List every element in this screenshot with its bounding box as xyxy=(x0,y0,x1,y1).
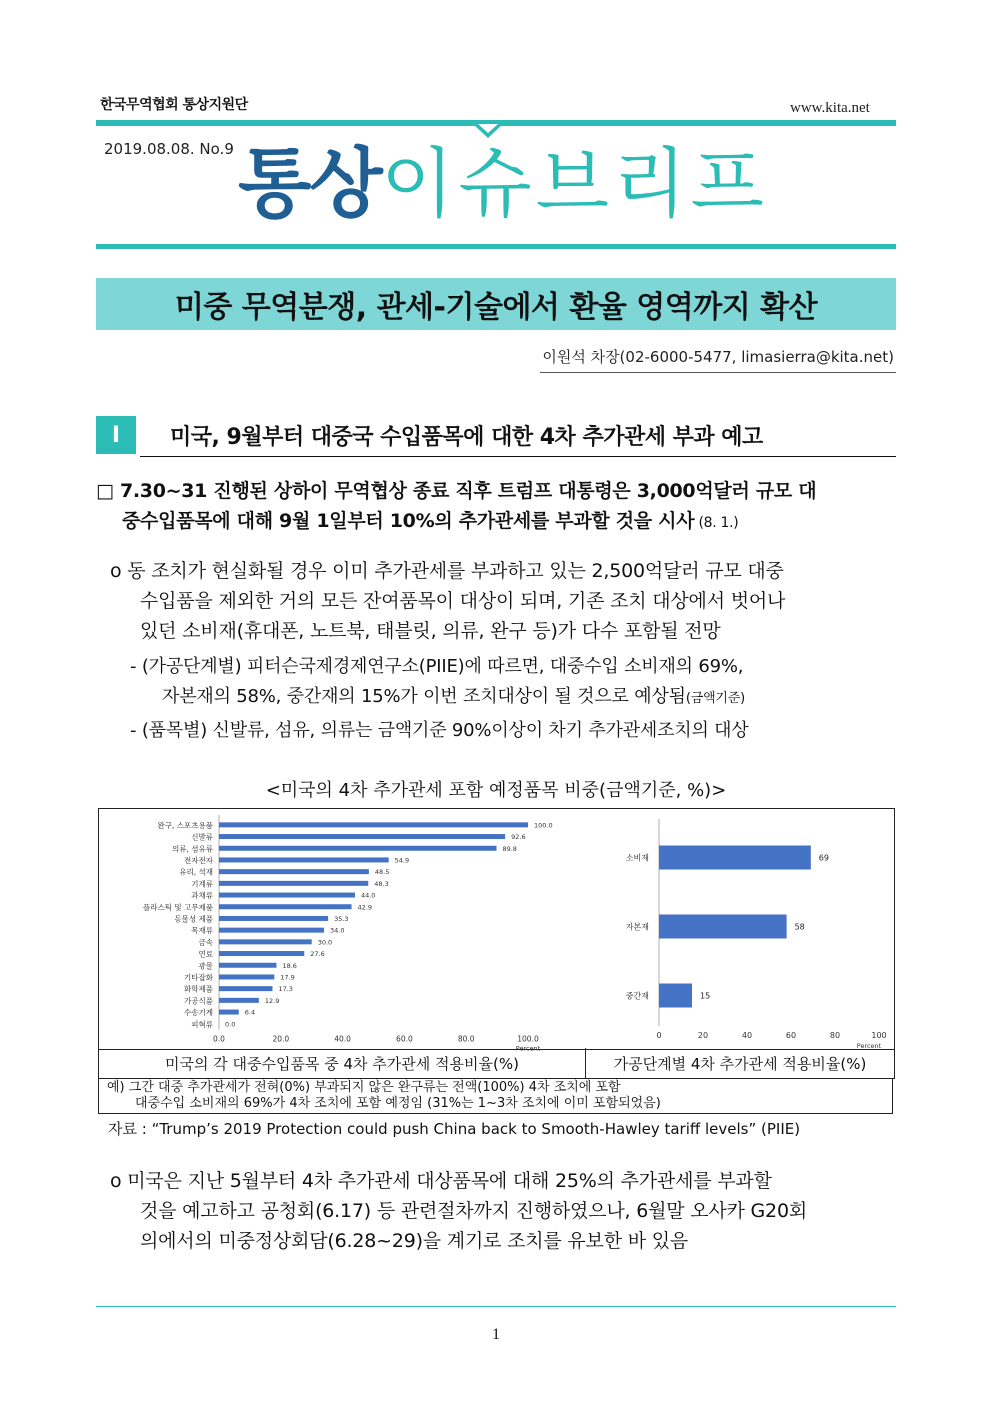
bar xyxy=(659,984,692,1008)
data-label: 6.4 xyxy=(244,1008,256,1017)
category-label: 기계류 xyxy=(191,879,213,889)
category-label: 기타잡화 xyxy=(184,972,213,982)
bar xyxy=(219,846,496,851)
bar xyxy=(219,974,274,979)
tick-label: 20 xyxy=(697,1031,709,1040)
data-label: 92.6 xyxy=(511,833,526,842)
tick-label: 80 xyxy=(829,1031,841,1040)
category-label: 광물 xyxy=(198,961,213,971)
bar xyxy=(219,822,528,827)
tick-label: 100.0 xyxy=(517,1034,539,1044)
tick-label: 40 xyxy=(741,1031,753,1040)
category-label: 동물성 제품 xyxy=(174,914,213,924)
data-label: 18.6 xyxy=(282,961,297,970)
category-label: 중간재 xyxy=(625,991,649,1001)
paragraph-1: o 동 조치가 현실화될 경우 이미 추가관세를 부과하고 있는 2,500억달러 규모 대중 수입품을 제외한 거의 모든 잔여품목이 대상이 되며, 기존 조치 대상에서 벗어나 있던 소비재(휴대폰, 노트북, 태블릿, 의류, 완구 등)가 다수 포함될 전망 xyxy=(110,560,786,642)
bar xyxy=(659,846,811,870)
chart-caption-left: 미국의 각 대중수입품목 중 4차 추가관세 적용비율(%) xyxy=(99,1048,586,1078)
tick-label: 60 xyxy=(785,1031,797,1040)
chart-area xyxy=(98,808,895,1053)
tick-label: 80.0 xyxy=(457,1034,475,1044)
footer-rule xyxy=(96,1306,896,1307)
data-label: 34.0 xyxy=(330,926,345,935)
dash-item-2: - (품목별) 신발류, 섬유, 의류는 금액기준 90%이상이 차기 추가관세조치의 대상 xyxy=(130,720,749,741)
category-label: 목재류 xyxy=(191,926,213,936)
masthead xyxy=(238,139,768,228)
data-label: 30.0 xyxy=(317,938,333,947)
bar xyxy=(219,1010,239,1015)
category-label: 소비재 xyxy=(625,853,649,863)
category-label: 유리, 석재 xyxy=(179,867,213,877)
category-label: 자본재 xyxy=(625,922,649,932)
data-label: 58 xyxy=(794,922,805,932)
tick-label: 0.0 xyxy=(213,1034,225,1044)
data-label: 89.8 xyxy=(502,844,517,853)
page-number: 1 xyxy=(492,1326,500,1343)
bar xyxy=(219,869,369,874)
issue-date: 2019.08.08. No.9 xyxy=(104,140,234,158)
x-axis-label: Percent xyxy=(515,1044,541,1053)
bar xyxy=(219,857,389,862)
tick-label: 20.0 xyxy=(272,1034,290,1044)
category-label: 가공식품 xyxy=(184,996,213,1006)
category-label: 피혁류 xyxy=(191,1019,213,1029)
paragraph-2: o 미국은 지난 5월부터 4차 추가관세 대상품목에 대해 25%의 추가관세를 부과할 것을 예고하고 공청회(6.17) 등 관련절차까지 진행하였으나, 6월말 오사카 G20회 의에서의 미중정상회담(6.28~29)을 계기로 조치를 유보한 바 있음 xyxy=(110,1170,807,1252)
chart-stages xyxy=(574,809,894,1050)
bar xyxy=(219,881,368,886)
document-title: 미중 무역분쟁, 관세-기술에서 환율 영역까지 확산 xyxy=(96,278,896,330)
bar xyxy=(219,916,328,921)
bar xyxy=(219,986,272,991)
category-label: 금속 xyxy=(198,937,213,947)
section-number: Ⅰ xyxy=(96,416,136,454)
figure-source: 자료 : “Trump’s 2019 Protection could push China back to Smooth-Hawley tariff levels” (PIIE) xyxy=(108,1120,801,1138)
bar xyxy=(219,998,259,1003)
bar xyxy=(219,963,276,968)
data-label: 0.0 xyxy=(225,1020,236,1029)
data-label: 100.0 xyxy=(534,821,553,830)
masthead-part-b: 이슈브리프 xyxy=(380,139,768,228)
data-label: 44.0 xyxy=(360,891,376,900)
tick-label: 60.0 xyxy=(396,1034,413,1044)
chart-caption-row xyxy=(98,1048,895,1079)
bar xyxy=(219,893,355,898)
data-label: 35.3 xyxy=(334,914,349,923)
data-label: 54.9 xyxy=(394,856,410,865)
category-label: 완구, 스포츠용품 xyxy=(157,820,213,830)
data-label: 17.9 xyxy=(280,973,295,982)
category-label: 의류, 섬유류 xyxy=(172,844,213,854)
tick-label: 0 xyxy=(656,1031,662,1040)
x-axis-label: Percent xyxy=(856,1042,882,1050)
website-url[interactable]: www.kita.net xyxy=(790,100,870,116)
bar xyxy=(219,928,324,933)
data-label: 42.9 xyxy=(357,903,373,912)
author-line: 이원석 차장(02-6000-5477, limasierra@kita.net) xyxy=(542,348,894,366)
category-label: 과채류 xyxy=(191,891,213,901)
figure-note: 예) 그간 대중 추가관세가 전혀(0%) 부과되지 않은 완구류는 전액(100%) 4차 조치에 포함 대중수입 소비재의 69%가 4차 조치에 포함 예정임 (31%는 1~3차 조치에 이미 포함되었음) xyxy=(98,1078,893,1114)
data-label: 69 xyxy=(818,853,829,863)
main-bullet: □ 7.30~31 진행된 상하이 무역협상 종료 직후 트럼프 대통령은 3,000억달러 규모 대 중수입품목에 대해 9월 1일부터 10%의 추가관세를 부과할 것을 시사 (8. 1.) xyxy=(96,480,817,532)
masthead-rule xyxy=(96,244,896,249)
tick-label: 40.0 xyxy=(334,1034,351,1044)
category-label: 신발류 xyxy=(191,832,213,842)
data-label: 17.3 xyxy=(278,985,293,994)
data-label: 27.6 xyxy=(310,950,325,959)
chart-items xyxy=(99,809,569,1053)
organization-name: 한국무역협회 통상지원단 xyxy=(100,97,248,113)
data-label: 48.3 xyxy=(374,879,389,888)
bar xyxy=(219,834,505,839)
data-label: 48.5 xyxy=(374,868,390,877)
figure-caption: <미국의 4차 추가관세 포함 예정품목 비중(금액기준, %)> xyxy=(265,780,727,801)
bar xyxy=(219,904,352,909)
bar xyxy=(219,939,312,944)
data-label: 15 xyxy=(700,991,711,1001)
section-rule xyxy=(140,456,896,457)
category-label: 전자전자 xyxy=(184,855,213,865)
category-label: 연료 xyxy=(198,949,213,959)
chart-caption-right: 가공단계별 4차 추가관세 적용비율(%) xyxy=(613,1054,867,1073)
dash-item-1: - (가공단계별) 피터슨국제경제연구소(PIIE)에 따르면, 대중수입 소비재의 69%, 자본재의 58%, 중간재의 15%가 이번 조치대상이 될 것으로 예상됨(금액기준) xyxy=(130,656,746,707)
data-label: 12.9 xyxy=(264,996,280,1005)
masthead-part-a: 통상 xyxy=(238,139,381,228)
tick-label: 100 xyxy=(871,1031,887,1040)
category-label: 수송기계 xyxy=(184,1008,213,1018)
category-label: 플라스틱 및 고무제품 xyxy=(143,902,213,912)
bar xyxy=(219,951,304,956)
category-label: 화학제품 xyxy=(184,984,213,994)
bar xyxy=(659,915,787,939)
section-title: 미국, 9월부터 대중국 수입품목에 대한 4차 추가관세 부과 예고 xyxy=(170,425,763,450)
